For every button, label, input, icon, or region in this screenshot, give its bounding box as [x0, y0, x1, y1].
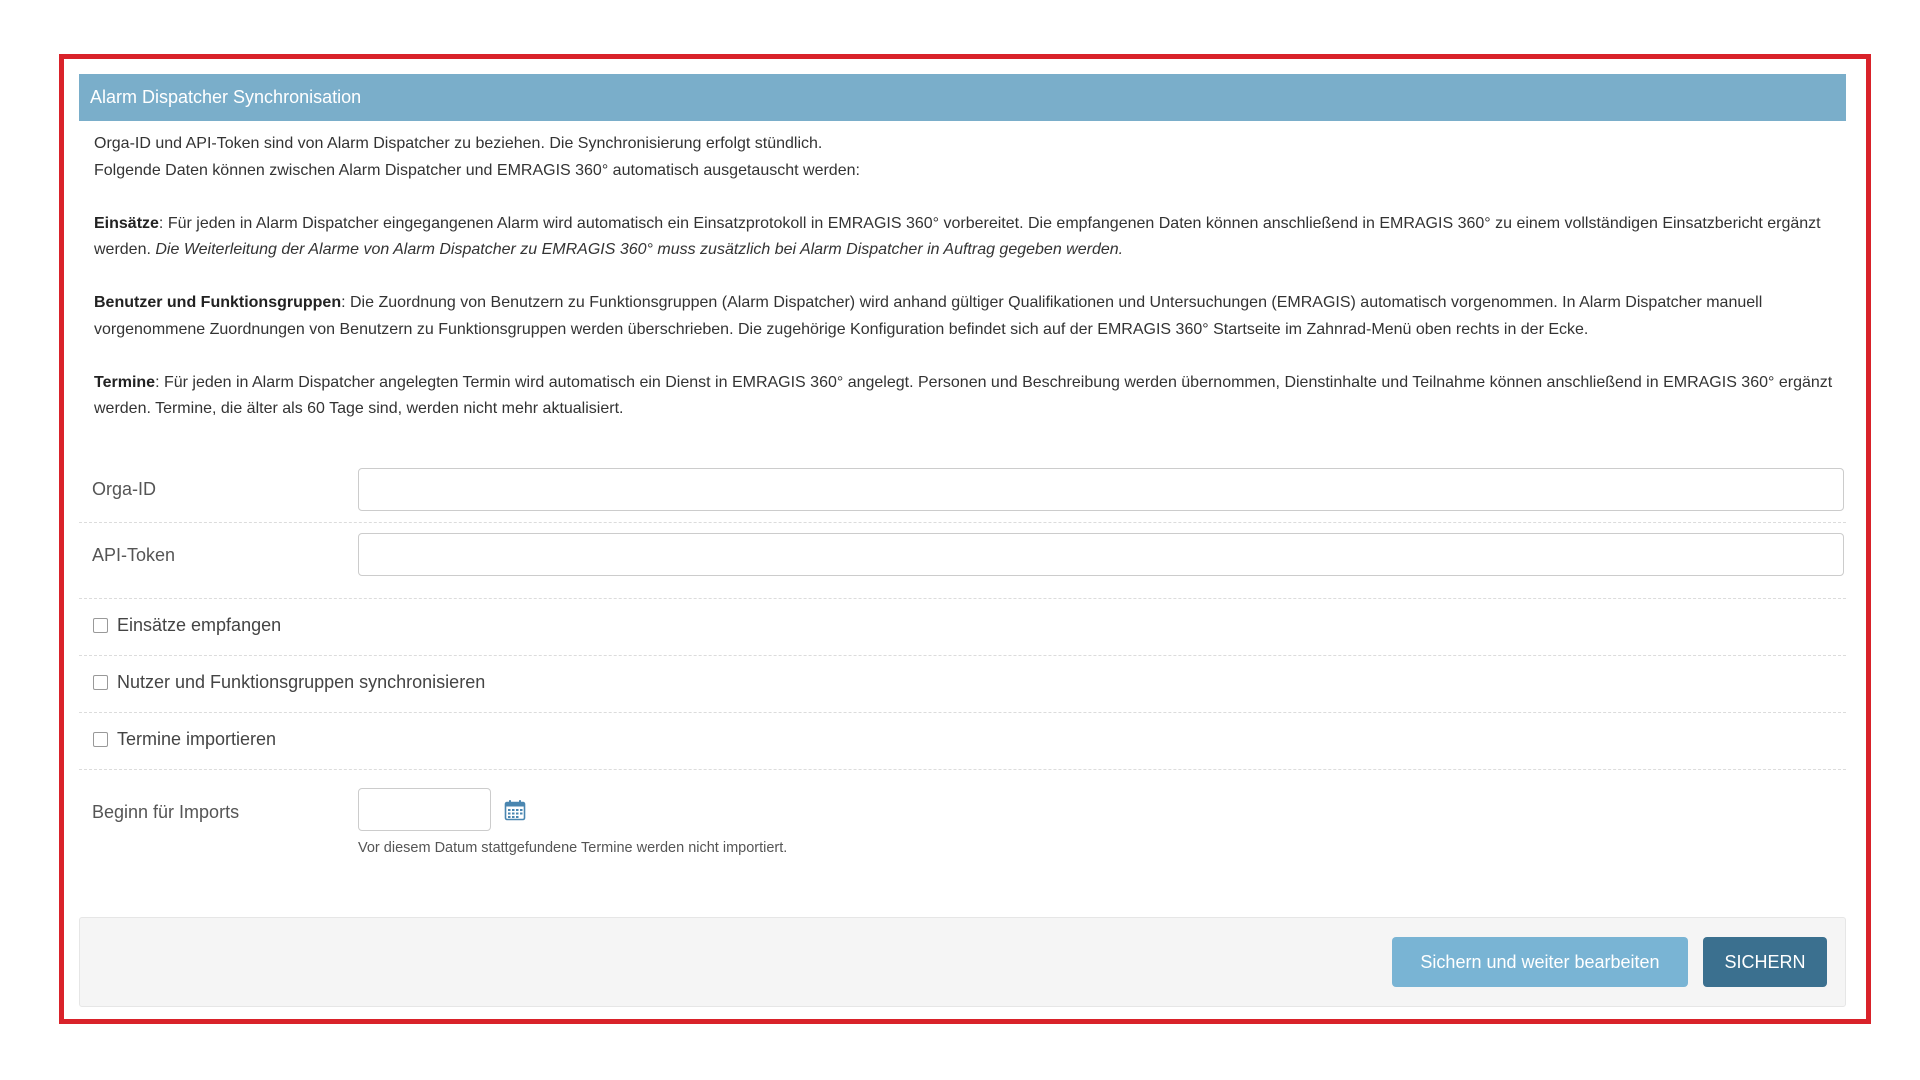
receive-missions-label[interactable]: Einsätze empfangen [117, 615, 282, 635]
einsaetze-term: Einsätze [94, 214, 159, 232]
import-start-row [79, 770, 1846, 890]
orga-id-input[interactable] [358, 468, 1844, 511]
orga-id-row [79, 457, 1846, 523]
import-appointments-label[interactable]: Termine importieren [117, 729, 277, 749]
einsaetze-note: Die Weiterleitung der Alarme von Alarm Dispatcher zu EMRAGIS 360° muss zusätzlich bei Alarm Dispatcher in Auftrag gegeben werden. [155, 241, 1124, 258]
import-start-label: Beginn für Imports [92, 802, 240, 822]
calendar-icon[interactable] [504, 799, 526, 821]
description-benutzer [94, 290, 1844, 343]
description-line-2: Folgende Daten können zwischen Alarm Dispatcher und EMRAGIS 360° automatisch ausgetauscht werden: [94, 161, 860, 179]
description-termine [94, 370, 1844, 423]
description-line-1: Orga-ID und API-Token sind von Alarm Dispatcher zu beziehen. Die Synchronisierung erfolgt stündlich. [94, 135, 823, 152]
einsaetze-text: : Für jeden in Alarm Dispatcher eingegangenen Alarm wird automatisch ein Einsatzprotokoll in EMRAGIS 360° vorbereitet. Die empfangenen Daten können anschließend in EMRAGIS 360° zu einem vollständigen Einsatzbericht ergänzt werden. [94, 214, 1821, 258]
sync-users-row [79, 656, 1846, 713]
import-start-help: Vor diesem Datum stattgefundene Termine werden nicht importiert. [358, 840, 788, 856]
api-token-row [79, 523, 1846, 599]
description-einsaetze [94, 211, 1844, 264]
benutzer-term: Benutzer und Funktionsgruppen [94, 294, 342, 311]
form-actions [79, 917, 1846, 1007]
receive-missions-checkbox[interactable] [93, 618, 108, 633]
benutzer-text: : Die Zuordnung von Benutzern zu Funktionsgruppen (Alarm Dispatcher) wird anhand gültiger Qualifikationen und Untersuchungen (EMRAGIS) automatisch vorgenommen. In Alarm Dispatcher manuell vorgenommene Zuordnungen von Benutzern zu Funktionsgruppen werden überschrieben. Die zugehörige Konfiguration befindet sich auf der EMRAGIS 360° Startseite im Zahnrad-Menü oben rechts in der Ecke. [94, 294, 1763, 338]
highlight-frame [59, 54, 1871, 1024]
save-and-continue-button[interactable]: Sichern und weiter bearbeiten [1392, 937, 1688, 987]
orga-id-label: Orga-ID [92, 479, 157, 499]
description [94, 131, 1844, 423]
import-start-date-input[interactable] [358, 788, 491, 831]
termine-term: Termine [94, 373, 156, 391]
panel-header [79, 74, 1846, 121]
import-appointments-checkbox[interactable] [93, 732, 108, 747]
panel-title: Alarm Dispatcher Synchronisation [90, 87, 362, 107]
import-appointments-row [79, 713, 1846, 770]
api-token-input[interactable] [358, 533, 1844, 576]
sync-users-label[interactable]: Nutzer und Funktionsgruppen synchronisieren [117, 672, 486, 692]
sync-users-checkbox[interactable] [93, 675, 108, 690]
termine-text: : Für jeden in Alarm Dispatcher angelegten Termin wird automatisch ein Dienst in EMRAGIS 360° angelegt. Personen und Beschreibung werden übernommen, Dienstinhalte und Teilnahme können anschließend in EMRAGIS 360° ergänzt werden. Termine, die älter als 60 Tage sind, werden nicht mehr aktualisiert. [94, 373, 1833, 417]
save-button[interactable]: SICHERN [1703, 937, 1827, 987]
receive-missions-row [79, 599, 1846, 656]
api-token-label: API-Token [92, 545, 176, 565]
